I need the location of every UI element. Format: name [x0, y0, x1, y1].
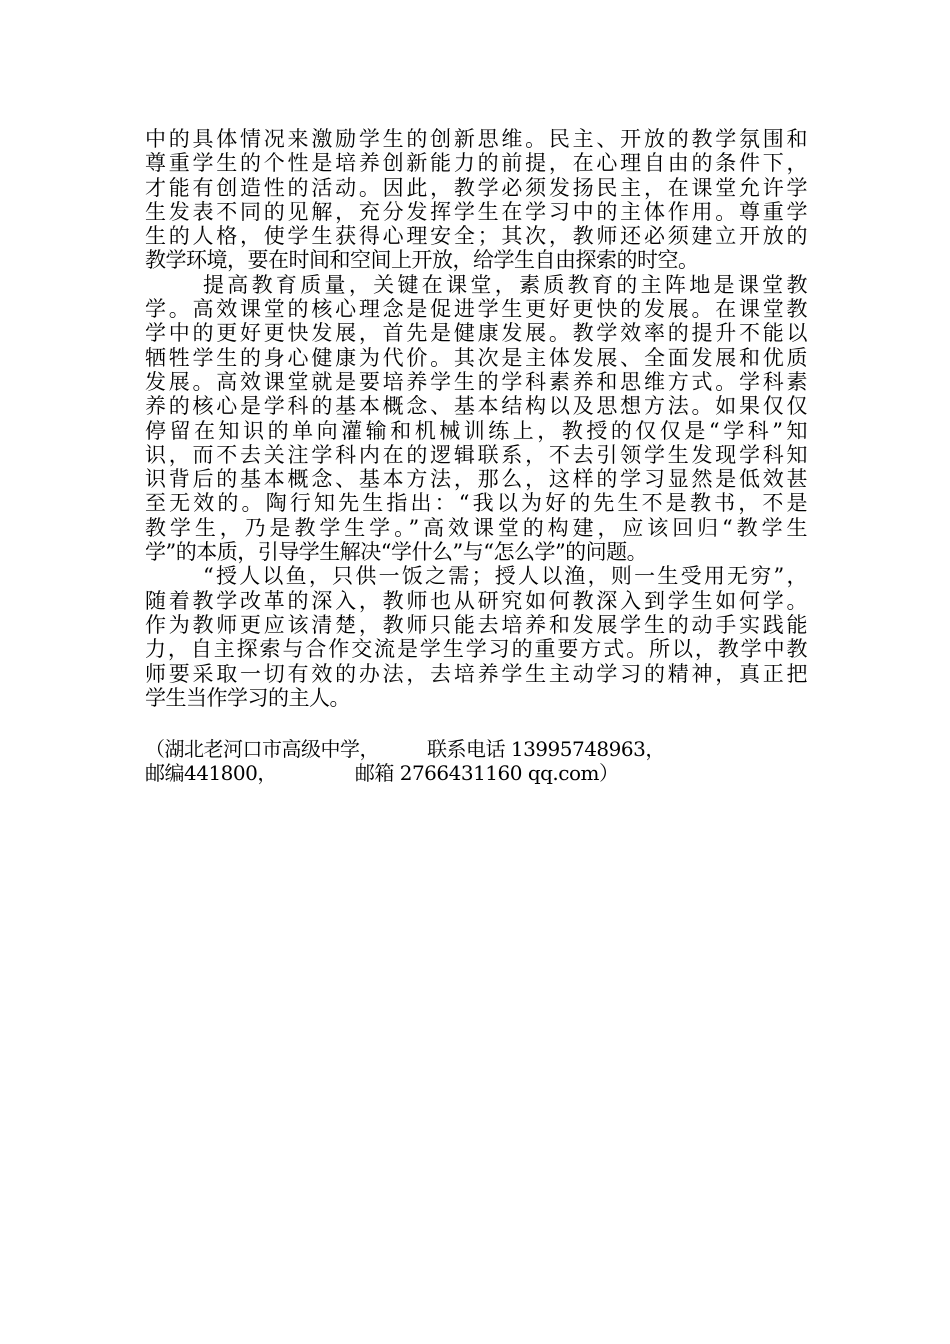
text-line: 提高教育质量，关键在课堂，素质教育的主阵地是课堂教	[203, 272, 807, 297]
text-line: 生发表不同的见解，充分发挥学生在学习中的主体作用。尊重学	[145, 199, 807, 224]
text-line: “授人以鱼，只供一饭之需；授人以渔，则一生受用无穷”，	[203, 564, 807, 589]
email-address: 邮箱 2766431160 qq.com）	[354, 761, 619, 786]
school-name: （湖北老河口市高级中学，	[145, 737, 379, 762]
text-line: 学生当作学习的主人。	[145, 685, 350, 710]
postcode: 邮编441800，	[145, 761, 277, 786]
text-line: 至无效的。陶行知先生指出：“我以为好的先生不是教书，不是	[145, 491, 807, 516]
text-line: 停留在知识的单向灌输和机械训练上，教授的仅仅是“学科”知	[145, 418, 807, 443]
text-line: 识，而不去关注学科内在的逻辑联系，不去引领学生发现学科知	[145, 442, 807, 467]
text-line: 学中的更好更快发展，首先是健康发展。教学效率的提升不能以	[145, 321, 807, 346]
phone-number: 联系电话 13995748963，	[427, 737, 665, 762]
text-line: 识背后的基本概念、基本方法，那么，这样的学习显然是低效甚	[145, 467, 807, 492]
text-line: 随着教学改革的深入，教师也从研究如何教深入到学生如何学。	[145, 588, 807, 613]
text-line: 学”的本质，引导学生解决“学什么”与“怎么学”的问题。	[145, 540, 648, 565]
paragraph-3	[145, 564, 807, 710]
text-line: 教学生，乃是教学生学。”高效课堂的构建，应该回归“教学生	[145, 515, 807, 540]
paragraph-gap	[145, 710, 807, 737]
paragraph-2	[145, 273, 807, 565]
document-body	[145, 127, 807, 786]
contact-line-2	[145, 761, 807, 785]
text-line: 尊重学生的个性是培养创新能力的前提，在心理自由的条件下，	[145, 151, 807, 176]
contact-info	[145, 737, 807, 786]
text-line: 发展。高效课堂就是要培养学生的学科素养和思维方式。学科素	[145, 369, 807, 394]
text-line: 牺牲学生的身心健康为代价。其次是主体发展、全面发展和优质	[145, 345, 807, 370]
text-line: 才能有创造性的活动。因此，教学必须发扬民主，在课堂允许学	[145, 175, 807, 200]
text-line: 中的具体情况来激励学生的创新思维。民主、开放的教学氛围和	[145, 127, 807, 151]
text-line: 师要采取一切有效的办法，去培养学生主动学习的精神，真正把	[145, 661, 807, 686]
text-line: 学。高效课堂的核心理念是促进学生更好更快的发展。在课堂教	[145, 297, 807, 322]
text-line: 力，自主探索与合作交流是学生学习的重要方式。所以，教学中教	[145, 637, 807, 662]
text-line: 教学环境，要在时间和空间上开放，给学生自由探索的时空。	[145, 248, 699, 273]
text-line: 生的人格，使学生获得心理安全；其次，教师还必须建立开放的	[145, 224, 807, 249]
paragraph-1	[145, 127, 807, 273]
text-line: 养的核心是学科的基本概念、基本结构以及思想方法。如果仅仅	[145, 394, 807, 419]
text-line: 作为教师更应该清楚，教师只能去培养和发展学生的动手实践能	[145, 612, 807, 637]
contact-line-1	[145, 737, 807, 761]
